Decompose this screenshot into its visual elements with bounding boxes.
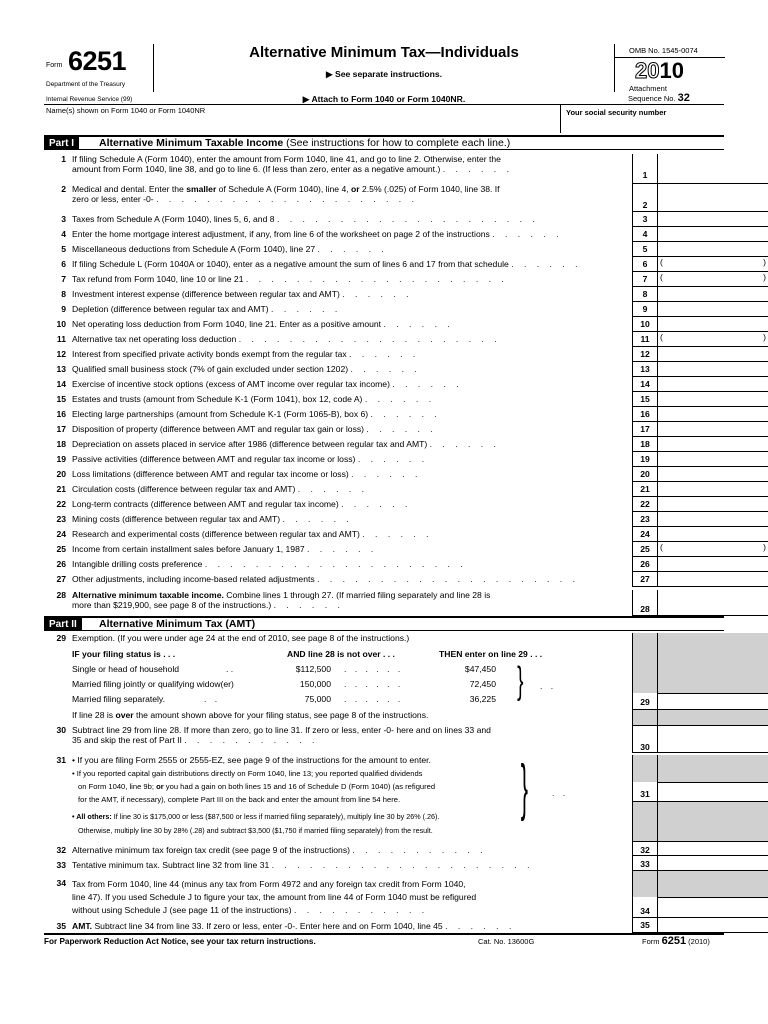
line-13-text: Qualified small business stock (7% of gain excluded under section 1202) . . . . . .	[72, 364, 421, 374]
line-35-box: 35	[632, 918, 658, 933]
line-21-number: 21	[56, 484, 66, 494]
line-20-box: 20	[632, 467, 658, 482]
line-25-text: Income from certain installment sales before January 1, 1987 . . . . . .	[72, 544, 378, 554]
line-18-box: 18	[632, 437, 658, 452]
line-6-number: 6	[61, 259, 66, 269]
attach-instructions: ▶ Attach to Form 1040 or Form 1040NR.	[302, 94, 466, 104]
line-8-box: 8	[632, 287, 658, 302]
line-35-amount[interactable]	[658, 918, 768, 933]
line-11-number: 11	[56, 334, 66, 344]
line-10-number: 10	[56, 319, 66, 329]
line-20-amount[interactable]	[658, 467, 768, 482]
line-23-text: Mining costs (difference between regular tax and AMT) . . . . . .	[72, 514, 353, 524]
line-19-text: Passive activities (difference between AMT and regular tax income or loss) . . . . . .	[72, 454, 429, 464]
line-17-box: 17	[632, 422, 658, 437]
line-27-amount[interactable]	[658, 572, 768, 587]
line-17-number: 17	[56, 424, 66, 434]
line-29: 29 Exemption. (If you were under age 24 at the end of 2010, see page 8 of the instructions.) IF your filing status is . . . AND line 28 is not over . . . THEN enter on line 29 . . . Single or head of household Married filing jointly or qualifying widow(er) Married filing separately. . . . . $112,500 150,000 75,000 . . . . . . . . . . . . . . . . . . $47,450 72,450 36,225 } . . If line 28 is over the amount shown above for your filing status, see page 8 of the instructions. 29	[44, 633, 724, 725]
line-14-text: Exercise of incentive stock options (excess of AMT income over regular tax income) . . . . . .	[72, 379, 463, 389]
part2-tag: Part II	[44, 618, 82, 631]
line-18-number: 18	[56, 439, 66, 449]
line-13-number: 13	[56, 364, 66, 374]
footer-cat: Cat. No. 13600G	[478, 937, 535, 946]
line-12-amount[interactable]	[658, 347, 768, 362]
line-31-box: 31	[632, 782, 658, 802]
line-19-amount[interactable]	[658, 452, 768, 467]
line-8-text: Investment interest expense (difference between regular tax and AMT) . . . . . .	[72, 289, 413, 299]
form-word: Form	[46, 62, 63, 69]
line-10-text: Net operating loss deduction from Form 1040, line 21. Enter as a positive amount . . . . . .	[72, 319, 454, 329]
line-9-box: 9	[632, 302, 658, 317]
line-22-box: 22	[632, 497, 658, 512]
line-17-amount[interactable]	[658, 422, 768, 437]
line-13-amount[interactable]	[658, 362, 768, 377]
line-26-box: 26	[632, 557, 658, 572]
line-2-box: 2	[632, 184, 658, 212]
line-14-number: 14	[56, 379, 66, 389]
line-16-box: 16	[632, 407, 658, 422]
line-23-box: 23	[632, 512, 658, 527]
line-20-text: Loss limitations (difference between AMT and regular tax income or loss) . . . . . .	[72, 469, 422, 479]
attachment-label: Attachment	[629, 84, 667, 93]
line-26-text: Intangible drilling costs preference . . . . . . . . . . . . . . . . . . . . .	[72, 559, 467, 569]
line-10-amount[interactable]	[658, 317, 768, 332]
part2-header	[44, 616, 724, 631]
line-13-box: 13	[632, 362, 658, 377]
line-32-amount[interactable]	[658, 841, 768, 856]
line-34-amount[interactable]	[658, 897, 768, 918]
line-1-text: If filing Schedule A (Form 1040), enter the amount from Form 1040, line 41, and go to line 2. Otherwise, enter the amount from Form 1040, line 38, and go to line 6. (If less than zero, enter as a negative amount.) . . . . . .	[72, 154, 513, 175]
title-block	[154, 44, 614, 92]
line-7-box: 7	[632, 272, 658, 287]
footer-form: Form 6251 (2010)	[642, 935, 710, 947]
line-22-number: 22	[56, 499, 66, 509]
line-24-amount[interactable]	[658, 527, 768, 542]
line-25-amount[interactable]: ( )	[658, 542, 768, 557]
line-26-amount[interactable]	[658, 557, 768, 572]
line-32-box: 32	[632, 841, 658, 856]
line-26-number: 26	[56, 559, 66, 569]
line-18-text: Depreciation on assets placed in service after 1986 (difference between regular tax and AMT) . . . . . .	[72, 439, 500, 449]
line-14-box: 14	[632, 377, 658, 392]
form-number: 6251	[68, 46, 127, 76]
form-page: Form 6251 Department of the Treasury Internal Revenue Service (99) Alternative Minimum Tax—Individuals ▶ See separate instructions. ▶ Attach to Form 1040 or Form 1040NR. OMB No. 1545-0074 2010 Attachment Sequence No. 32 Name(s) shown on Form 1040 or Form 1040NR Your social security number Part I Alternative Minimum Taxable Income (See instructions for how to complete each line.) 1 If filing Schedule A (Form 1040), enter the amount from Form 1040, line 41, and go to line 2. Otherwise, enter the amount from Form 1040, line 38, and go to line 6. (If less than zero, enter as a negative amount.) . . . . . . 1 2 Medical and dental. Enter the smaller of Schedule A (Form 1040), line 4, or 2.5% (.025) of Form 1040, line 38. If zero or less, enter -0- . . . . . . . . . . . . . . . . . . . . . 2 3 Taxes from Schedule A (Form 1040), lines 5, 6, and 8 . . . . . . . . . . . . . . . . . . . . . 3 4 Enter the home mortgage interest adjustment, if any, from line 6 of the worksheet on page 2 of the instructions . . . . . . 4 5 Miscellaneous deductions from Schedule A (Form 1040), line 27 . . . . . . 5 6 If filing Schedule L (Form 1040A or 1040), enter as a negative amount the sum of lines 6 and 17 from that schedule . . . . . . 6 ( ) 7 Tax refund from Form 1040, line 10 or line 21 . . . . . . . . . . . . . . . . . . . . . 7 ( ) 8 Investment interest expense (difference between regular tax and AMT) . . . . . . 8 9 Depletion (difference between regular tax and AMT) . . . . . . 9 10 Net operating loss deduction from Form 1040, line 21. Enter as a positive amount . . . . . . 10 11 Alternative tax net operating loss deduction . . . . . . . . . . . . . . . . . . . . . 11 ( ) 12 Interest from specified private activity bonds exempt from the regular tax . . . . . . 12 13 Qualified small business stock (7% of gain excluded under section 1202) . . . . . . 13 14 Exercise of incentive stock options (excess of AMT income over regular tax income) . . . . . . 14 15 Estates and trusts (amount from Schedule K-1 (Form 1041), box 12, code A) . . . . . . 15 16 Electing large partnerships (amount from Schedule K-1 (Form 1065-B), box 6) . . . . . . 16 17 Disposition of property (difference between AMT and regular tax gain or loss) . . . . . . 17 18 Depreciation on assets placed in service after 1986 (difference between regular tax and AMT) . . . . . . 18 19 Passive activities (difference between AMT and regular tax income or loss) . . . . . . 19 20 Loss limitations (difference between AMT and regular tax income or loss) . . . . . . 20 21 Circulation costs (difference between regular tax and AMT) . . . . . . 21 22 Long-term contracts (difference between AMT and regular tax income) . . . . . . 22 23 Mining costs (difference between regular tax and AMT) . . . . . . 23 24 Research and experimental costs (difference between regular tax and AMT) . . . . . . 24 25 Income from certain installment sales before January 1, 1987 . . . . . . 25 ( ) 26 Intangible drilling costs preference . . . . . . . . . . . . . . . . . . . . . 26 27 Other adjustments, including income-based related adjustments . . . . . . . . . . . . . . . . . . . . . 27 28 Alternative minimum taxable income. Combine lines 1 through 27. (If married filing separately and line 28 is more than $219,900, see page 8 of the instructions.) . . . . . . 28 Part II Alternative Minimum Tax (AMT) 29 Exemption. (If you were under age 24 at the end of 2010, see page 8 of the instructions.) IF your filing status is . . . AND line 28 is not over . . . THEN enter on line 29 . . . Single or head of household Married filing jointly or qualifying widow(er) Married filing separately. . . . . $112,500 150,000 75,000 . . . . . . . . . . . . . . . . . . $47,450 72,450 36,225 } . . If line 28 is over the amount shown above for your filing status, see page 8 of the instructions. 29 30 Subtract line 29 from line 28. If more than zero, go to line 31. If zero or less, enter -0- here and on lines 33 and 35 and skip the rest of Part II . . . . . . . . . . . 30 31 • If you are filing Form 2555 or 2555-EZ, see page 9 of the instructions for the amount to enter. • If you reported capital gain distributions directly on Form 1040, line 13; you reported qualified dividends on Form 1040, line 9b; or you had a gain on both lines 15 and 16 of Schedule D (Form 1040) (as refigured for the AMT, if necessary), complete Part III on the back and enter the amount from line 54 here. • All others: If line 30 is $175,000 or less ($87,500 or less if married filing separately), multiply line 30 by 26% (.26). Otherwise, multiply line 30 by 28% (.28) and subtract $3,500 ($1,750 if married filing separately) from the result. } . . 31 32 Alternative minimum tax foreign tax credit (see page 9 of the instructions) . . . . . . . . . . . 32 33 Tentative minimum tax. Subtract line 32 from line 31 . . . . . . . . . . . . . . . . . . . . . 33 34 Tax from Form 1040, line 44 (minus any tax from Form 4972 and any foreign tax credit from Form 1040, line 47). If you used Schedule J to figure your tax, the amount from line 44 of Form 1040 must be refigured without using Schedule J (see page 11 of the instructions) . . . . . . . . . . . 34 35 AMT. Subtract line 34 from line 33. If zero or less, enter -0-. Enter here and on Form 1040, line 45 . . . . . . 35 For Paperwork Reduction Act Notice, see your tax return instructions. Cat. No. 13600G Form 6251 (2010)	[44, 44, 766, 947]
line-21-text: Circulation costs (difference between regular tax and AMT) . . . . . .	[72, 484, 369, 494]
part1-tag: Part I	[44, 137, 79, 150]
line-27-box: 27	[632, 572, 658, 587]
line-25-number: 25	[56, 544, 66, 554]
line-12-box: 12	[632, 347, 658, 362]
line-11-box: 11	[632, 332, 658, 347]
line-20-number: 20	[56, 469, 66, 479]
line-19-box: 19	[632, 452, 658, 467]
line-25-box: 25	[632, 542, 658, 557]
line-15-text: Estates and trusts (amount from Schedule K-1 (Form 1041), box 12, code A) . . . . . .	[72, 394, 436, 404]
line-12-number: 12	[56, 349, 66, 359]
line-1-box: 1	[632, 154, 658, 184]
line-22-text: Long-term contracts (difference between AMT and regular tax income) . . . . . .	[72, 499, 412, 509]
line-3-text: Taxes from Schedule A (Form 1040), lines 5, 6, and 8 . . . . . . . . . . . . . . . . . . . . .	[72, 214, 539, 224]
part1-header	[44, 135, 724, 150]
line-7-amount[interactable]: ( )	[658, 272, 768, 287]
sequence-number: Sequence No. 32	[628, 92, 690, 104]
dept-treasury: Department of the Treasury	[46, 81, 126, 88]
line-24-number: 24	[56, 529, 66, 539]
line-28-box: 28	[632, 590, 658, 616]
brace-29: }	[517, 660, 524, 702]
line-5-number: 5	[61, 244, 66, 254]
line-5-amount[interactable]	[658, 242, 768, 257]
line-33-amount[interactable]	[658, 856, 768, 871]
form-title: Alternative Minimum Tax—Individuals	[249, 44, 519, 61]
line-6-box: 6	[632, 257, 658, 272]
line-31: 31 • If you are filing Form 2555 or 2555-EZ, see page 9 of the instructions for the amount to enter. • If you reported capital gain distributions directly on Form 1040, line 13; you reported qualified dividends on Form 1040, line 9b; or you had a gain on both lines 15 and 16 of Schedule D (Form 1040) (as refigured for the AMT, if necessary), complete Part III on the back and enter the amount from line 54 here. • All others: If line 30 is $175,000 or less ($87,500 or less if married filing separately), multiply line 30 by 26% (.26). Otherwise, multiply line 30 by 28% (.28) and subtract $3,500 ($1,750 if married filing separately) from the result. } . . 31	[44, 755, 724, 841]
line-30-box: 30	[632, 725, 658, 753]
name-field-label: Name(s) shown on Form 1040 or Form 1040NR	[46, 106, 206, 115]
line-12-text: Interest from specified private activity bonds exempt from the regular tax . . . . . .	[72, 349, 420, 359]
line-9-text: Depletion (difference between regular tax and AMT) . . . . . .	[72, 304, 342, 314]
footer-paperwork: For Paperwork Reduction Act Notice, see your tax return instructions.	[44, 937, 316, 946]
ssn-label: Your social security number	[566, 108, 667, 117]
line-3-amount[interactable]	[658, 212, 768, 227]
line-16-amount[interactable]	[658, 407, 768, 422]
line-16-number: 16	[56, 409, 66, 419]
line-21-amount[interactable]	[658, 482, 768, 497]
see-instructions: ▶ See separate instructions.	[326, 69, 442, 79]
line-3-box: 3	[632, 212, 658, 227]
line-7-text: Tax refund from Form 1040, line 10 or line 21 . . . . . . . . . . . . . . . . . . . . .	[72, 274, 508, 284]
line-23-number: 23	[56, 514, 66, 524]
omb-number: OMB No. 1545-0074	[629, 46, 698, 55]
line-24-box: 24	[632, 527, 658, 542]
form-id-block	[44, 44, 154, 92]
line-4-amount[interactable]	[658, 227, 768, 242]
line-4-text: Enter the home mortgage interest adjustment, if any, from line 6 of the worksheet on page 2 of the instructions . . . . . .	[72, 229, 563, 239]
part2-title: Alternative Minimum Tax (AMT)	[99, 618, 256, 630]
line-15-amount[interactable]	[658, 392, 768, 407]
line-27-text: Other adjustments, including income-based related adjustments . . . . . . . . . . . . . . . . . . . . .	[72, 574, 579, 584]
brace-31: }	[520, 753, 528, 822]
line-29-box: 29	[632, 693, 658, 710]
line-5-box: 5	[632, 242, 658, 257]
line-7-number: 7	[61, 274, 66, 284]
line-27-number: 27	[56, 574, 66, 584]
line-24-text: Research and experimental costs (difference between regular tax and AMT) . . . . . .	[72, 529, 433, 539]
line-17-text: Disposition of property (difference between AMT and regular tax gain or loss) . . . . . .	[72, 424, 437, 434]
line-8-amount[interactable]	[658, 287, 768, 302]
line-10-box: 10	[632, 317, 658, 332]
name-field[interactable]	[44, 105, 560, 133]
line-9-amount[interactable]	[658, 302, 768, 317]
line-11-amount[interactable]: ( )	[658, 332, 768, 347]
omb-block	[614, 44, 724, 92]
line-8-number: 8	[61, 289, 66, 299]
line-15-box: 15	[632, 392, 658, 407]
line-28-amount[interactable]	[658, 590, 768, 616]
line-2-amount[interactable]	[658, 184, 768, 212]
line-11-text: Alternative tax net operating loss deduction . . . . . . . . . . . . . . . . . . . . .	[72, 334, 501, 344]
line-1-amount[interactable]	[658, 154, 768, 184]
line-31-amount[interactable]	[658, 782, 768, 802]
line-29-amount[interactable]	[658, 693, 768, 710]
line-4-box: 4	[632, 227, 658, 242]
tax-year: 2010	[635, 58, 684, 83]
line-18-amount[interactable]	[658, 437, 768, 452]
line-6-amount[interactable]: ( )	[658, 257, 768, 272]
line-22-amount[interactable]	[658, 497, 768, 512]
line-6-text: If filing Schedule L (Form 1040A or 1040), enter as a negative amount the sum of lines 6 and 17 from that schedule . . . . . .	[72, 259, 582, 269]
line-5-text: Miscellaneous deductions from Schedule A (Form 1040), line 27 . . . . . .	[72, 244, 388, 254]
line-23-amount[interactable]	[658, 512, 768, 527]
line-15-number: 15	[56, 394, 66, 404]
irs-label: Internal Revenue Service (99)	[46, 96, 133, 103]
line-33-box: 33	[632, 856, 658, 871]
line-21-box: 21	[632, 482, 658, 497]
line-9-number: 9	[61, 304, 66, 314]
ssn-field[interactable]	[560, 105, 724, 133]
line-4-number: 4	[61, 229, 66, 239]
line-16-text: Electing large partnerships (amount from Schedule K-1 (Form 1065-B), box 6) . . . . . .	[72, 409, 441, 419]
line-34-box: 34	[632, 897, 658, 918]
line-3-number: 3	[61, 214, 66, 224]
line-30-amount[interactable]	[658, 725, 768, 753]
line-19-number: 19	[56, 454, 66, 464]
line-14-amount[interactable]	[658, 377, 768, 392]
part1-title: Alternative Minimum Taxable Income (See instructions for how to complete each line.)	[99, 137, 511, 149]
